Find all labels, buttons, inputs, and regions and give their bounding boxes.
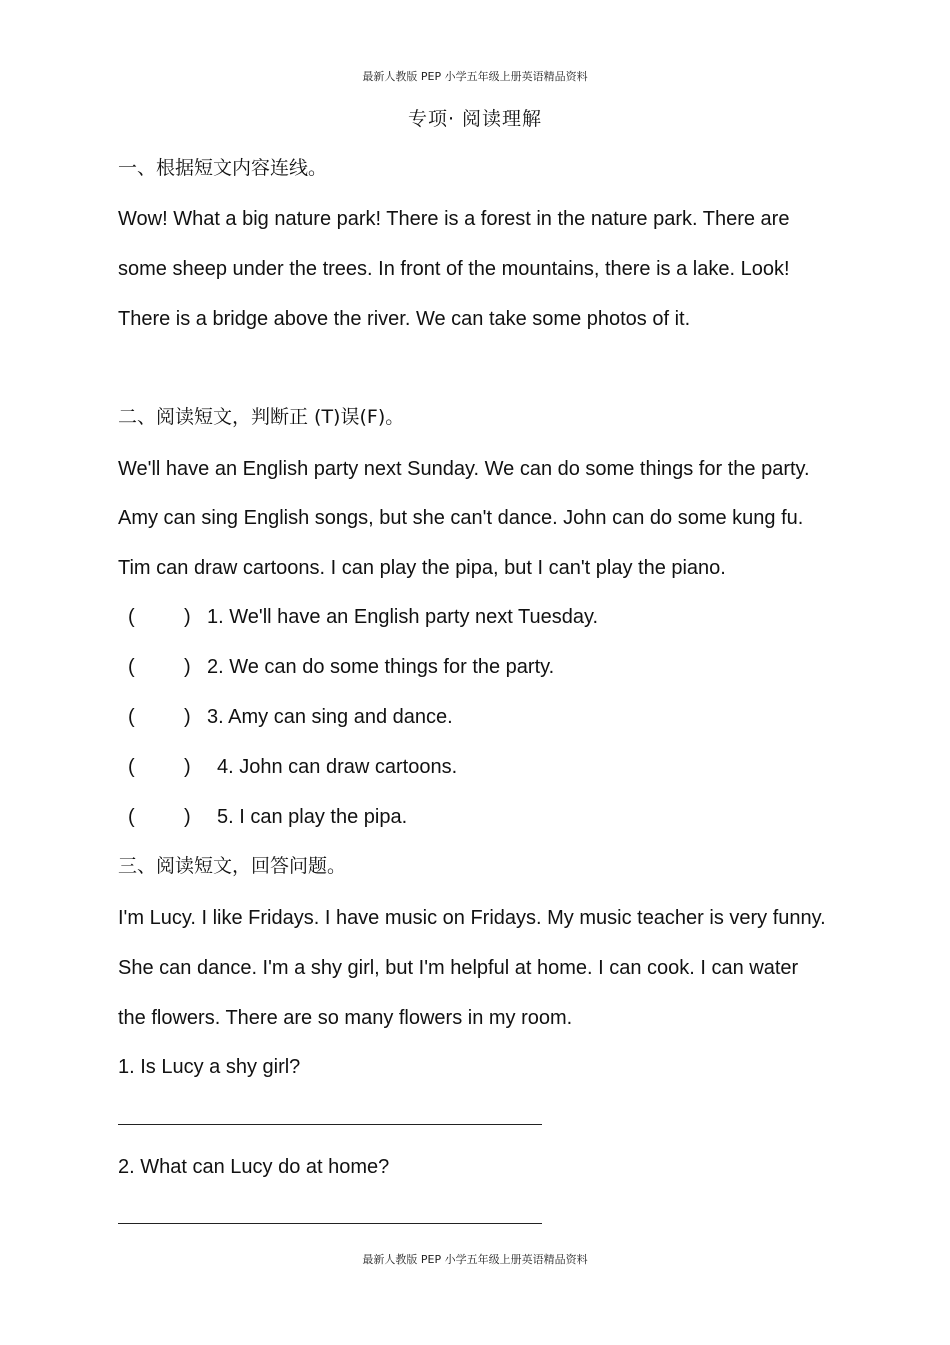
section3-heading: 三、阅读短文，回答问题。	[118, 855, 347, 877]
statement-text: 1. We'll have an English party next Tuesday.	[207, 606, 599, 628]
answer-line[interactable]	[118, 1223, 542, 1224]
passage1-line: Wow! What a big nature park! There is a forest in the nature park. There are	[118, 208, 790, 230]
question-text: 2. What can Lucy do at home?	[118, 1156, 390, 1178]
passage1-line: some sheep under the trees. In front of the mountains, there is a lake. Look!	[118, 258, 790, 280]
passage2-line: Tim can draw cartoons. I can play the pipa, but I can't play the piano.	[118, 557, 726, 579]
worksheet-page: 最新人教版 PEP 小学五年级上册英语精品资料 专项· 阅读理解 一、根据短文内容连线。 Wow! What a big nature park! There is a forest in the nature park. There are some sheep under the trees. In front of the mountains, there is a lake. Look! There is a bridge above the river. We can take some photos of it. 二、阅读短文，判断正 (T)误(F)。 We'll have an English party next Sunday. We can do some things for the party. Amy can sing English songs, but she can't dance. John can do some kung fu. Tim can draw cartoons. I can play the pipa, but I can't play the piano. ( ) 1. We'll have an English party next Tuesday. ( ) 2. We can do some things for the party. ( ) 3. Amy can sing and dance. ( ) 4. John can draw cartoons. ( ) 5. I can play the pipa. 三、阅读短文，回答问题。 I'm Lucy. I like Fridays. I have music on Fridays. My music teacher is very funny. She can dance. I'm a shy girl, but I'm helpful at home. I can cook. I can water the flowers. There are so many flowers in my room. 1. Is Lucy a shy girl? 2. What can Lucy do at home? 最新人教版 PEP 小学五年级上册英语精品资料	[0, 0, 950, 1345]
passage3-line: She can dance. I'm a shy girl, but I'm helpful at home. I can cook. I can water	[118, 957, 799, 979]
page-title: 专项· 阅读理解	[407, 108, 543, 130]
question-text: 1. Is Lucy a shy girl?	[118, 1056, 301, 1078]
statement-text: 5. I can play the pipa.	[217, 806, 408, 828]
page-header: 最新人教版 PEP 小学五年级上册英语精品资料	[362, 70, 588, 83]
passage3-line: the flowers. There are so many flowers in my room.	[118, 1007, 573, 1029]
section1-heading: 一、根据短文内容连线。	[118, 157, 328, 179]
statement-text: 4. John can draw cartoons.	[217, 756, 458, 778]
passage2-line: We'll have an English party next Sunday. We can do some things for the party.	[118, 458, 810, 480]
answer-line[interactable]	[118, 1124, 542, 1125]
passage1-line: There is a bridge above the river. We can take some photos of it.	[118, 308, 691, 330]
page-footer: 最新人教版 PEP 小学五年级上册英语精品资料	[362, 1253, 588, 1266]
statement-text: 2. We can do some things for the party.	[207, 656, 555, 678]
statement-text: 3. Amy can sing and dance.	[207, 706, 453, 728]
passage2-line: Amy can sing English songs, but she can't dance. John can do some kung fu.	[118, 507, 804, 529]
section2-heading: 二、阅读短文，判断正 (T)误(F)。	[118, 406, 405, 428]
passage3-line: I'm Lucy. I like Fridays. I have music on Fridays. My music teacher is very funny.	[118, 907, 826, 929]
